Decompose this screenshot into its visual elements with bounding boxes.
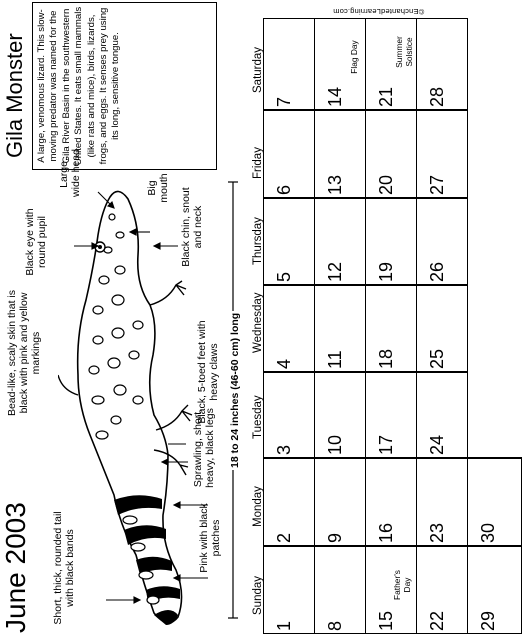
day-cell-7: 7 (263, 18, 315, 110)
description-text: A large, venomous lizard. This slow-moving predator was named for the Gila River Basin in the southwestern United States. It eats small mammals (like rats and mice), birds, lizards, frogs, and eggs. It senses prey using its long, sensitive tongue. (36, 6, 122, 166)
day-cell-18: 18 (365, 285, 417, 372)
day-cell-22: 22 (416, 546, 468, 634)
event-fathers-day: Father's Day (392, 570, 412, 600)
day-cell-empty (467, 18, 522, 458)
day-cell-21: 21 Summer Solstice (365, 18, 417, 110)
calendar-title: June 2003 (0, 502, 31, 633)
day-cell-6: 6 (263, 110, 315, 198)
day-cell-17: 17 (365, 372, 417, 458)
day-cell-5: 5 (263, 198, 315, 285)
day-cell-12: 12 (314, 198, 366, 285)
day-cell-1: 1 (263, 546, 315, 634)
day-cell-10: 10 (314, 372, 366, 458)
label-pointers (0, 0, 240, 635)
label-tail: Short, thick, rounded tail with black bands (52, 511, 76, 625)
label-legs: Sprawling, short, heavy, black legs (192, 408, 216, 488)
animal-name: Gila Monster (2, 33, 27, 158)
label-feet: Black, 5-toed feet with heavy claws (196, 320, 220, 424)
label-eye: Black eye with round pupil (24, 208, 48, 276)
day-cell-28: 28 (416, 18, 468, 110)
day-cell-29: 29 (467, 546, 522, 634)
day-cell-15: 15 Father's Day (365, 546, 417, 634)
weekday-tuesday: Tuesday (252, 395, 264, 439)
day-cell-3: 3 (263, 372, 315, 458)
weekday-friday: Friday (252, 147, 264, 179)
day-cell-23: 23 (416, 458, 468, 546)
weekday-monday: Monday (252, 486, 264, 527)
day-cell-8: 8 (314, 546, 366, 634)
label-patches: Pink with black patches (198, 503, 222, 573)
weekday-sunday: Sunday (252, 575, 264, 615)
day-cell-9: 9 (314, 458, 366, 546)
day-cell-26: 26 (416, 198, 468, 285)
event-flag-day: Flag Day (349, 40, 359, 74)
weekday-saturday: Saturday (252, 46, 264, 93)
day-cell-13: 13 (314, 110, 366, 198)
credit: ©EnchantedLearning.com (333, 7, 425, 16)
day-cell-14: 14 Flag Day (314, 18, 366, 110)
day-cell-30: 30 (467, 458, 522, 546)
day-cell-24: 24 (416, 372, 468, 458)
label-chin: Black chin, snout and neck (180, 187, 204, 267)
day-cell-16: 16 (365, 458, 417, 546)
day-cell-27: 27 (416, 110, 468, 198)
weekday-wednesday: Wednesday (252, 292, 264, 353)
label-mouth: Big mouth (146, 173, 170, 203)
label-skin: Bead-like, scaly skin that is black with pink and yellow markings (6, 289, 42, 417)
label-head: Large, wide head (58, 149, 82, 197)
weekday-thursday: Thursday (252, 217, 264, 265)
size-label: 18 to 24 inches (46-60 cm) long (229, 312, 241, 468)
day-cell-19: 19 (365, 198, 417, 285)
day-cell-11: 11 (314, 285, 366, 372)
day-cell-20: 20 (365, 110, 417, 198)
event-summer-solstice: Summer Solstice (394, 36, 414, 68)
day-cell-25: 25 (416, 285, 468, 372)
day-cell-4: 4 (263, 285, 315, 372)
day-cell-2: 2 (263, 458, 315, 546)
